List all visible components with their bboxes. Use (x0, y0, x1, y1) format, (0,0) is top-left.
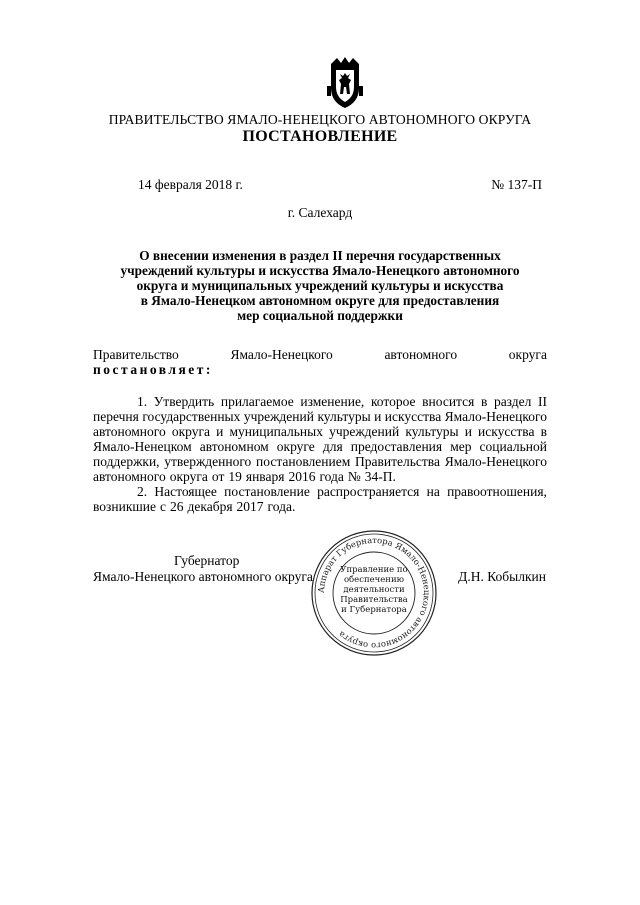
word: 34-П. (364, 469, 396, 484)
word: в (540, 424, 547, 439)
word: перечня (93, 409, 139, 424)
preamble-verb: постановляет: (93, 362, 213, 377)
signatory-title: Губернатор (174, 553, 240, 568)
document-city: г. Салехард (287, 205, 353, 220)
word: которое (370, 394, 416, 409)
paragraph-1 (93, 394, 547, 484)
word: Утвердить (153, 394, 215, 409)
word: вносится (422, 394, 475, 409)
word: автономном (199, 439, 269, 454)
seal-ring-text: Аппарат Губернатора Ямало-Ненецкого автономного округа (315, 534, 433, 652)
document-number: № 137-П (491, 177, 542, 192)
word: постановлением (256, 454, 351, 469)
paragraph-line (93, 469, 547, 484)
word: 26 (170, 499, 184, 514)
word: в (480, 394, 488, 409)
word: 19 (228, 469, 242, 484)
word: Ямало-Ненецкого (444, 409, 547, 424)
paragraph-line (93, 439, 547, 454)
coat-of-arms-emblem (323, 56, 367, 110)
word: округе (276, 439, 315, 454)
word: учреждений (243, 409, 314, 424)
document-title (100, 248, 540, 323)
document-type: ПОСТАНОВЛЕНИЕ (242, 128, 398, 145)
seal-center-text (334, 565, 414, 615)
word: № (347, 469, 361, 484)
word: II (538, 394, 547, 409)
word: предоставления (350, 439, 443, 454)
word: культуры (405, 424, 459, 439)
seal-line: деятельности (343, 585, 405, 595)
paragraph-line (93, 394, 547, 409)
word: Ямало-Ненецком (93, 439, 192, 454)
word: распространяется (317, 484, 420, 499)
word: социальной (479, 439, 547, 454)
word: Ямало-Ненецкого (444, 454, 547, 469)
word: муниципальных (229, 424, 323, 439)
word: округа (169, 469, 208, 484)
paragraph-line (93, 409, 547, 424)
title-line: учреждений культуры и искусства Ямало-Ненецкого автономного (120, 263, 520, 278)
word: культуры (317, 409, 371, 424)
title-line: в Ямало-Ненецком автономном округе для предоставления (140, 293, 500, 308)
government-name: ПРАВИТЕЛЬСТВО ЯМАЛО-НЕНЕЦКОГО АВТОНОМНОГО ОКРУГА (108, 112, 532, 127)
word: с (160, 499, 166, 514)
signatory-name: Д.Н. Кобылкин (458, 569, 546, 584)
word: государственных (142, 409, 241, 424)
word: округа (171, 424, 210, 439)
document-date: 14 февраля 2018 г. (138, 177, 243, 192)
paragraph-2 (93, 484, 547, 514)
title-line: О внесении изменения в раздел II перечня государственных (139, 248, 501, 263)
preamble (93, 347, 547, 377)
preamble-line (93, 347, 547, 362)
word: правоотношения, (447, 484, 547, 499)
word: и (216, 424, 224, 439)
seal-line: и Губернатора (341, 605, 407, 615)
seal-line: обеспечению (343, 575, 405, 585)
word: искусства (384, 409, 442, 424)
word: Настоящее (154, 484, 217, 499)
signatory-organization: Ямало-Ненецкого автономного округа (93, 569, 313, 584)
word: прилагаемое (220, 394, 294, 409)
paragraph-line (93, 454, 547, 469)
preamble-word: округа (508, 347, 547, 362)
word: раздел (493, 394, 532, 409)
word: от (211, 469, 225, 484)
paragraph-line (93, 484, 547, 499)
word: 2. (137, 484, 148, 499)
word: Правительства (355, 454, 440, 469)
preamble-word: автономного (384, 347, 458, 362)
seal-line: Правительства (340, 595, 408, 605)
word: января (245, 469, 285, 484)
word: для (322, 439, 343, 454)
word: утвержденного (164, 454, 252, 469)
seal-line: Управление по (340, 565, 408, 575)
word: 2017 (236, 499, 264, 514)
word: постановление (224, 484, 310, 499)
word: изменение, (300, 394, 365, 409)
word: 2016 (288, 469, 316, 484)
word: возникшие (93, 499, 156, 514)
title-line: округа и муниципальных учреждений культуры и искусства (136, 278, 504, 293)
preamble-word: Правительство (93, 347, 179, 362)
title-line: мер социальной поддержки (237, 308, 403, 323)
word: искусства (478, 424, 535, 439)
word: и (374, 409, 382, 424)
word: на (426, 484, 440, 499)
word: 1. (137, 394, 148, 409)
paragraph-line (93, 424, 547, 439)
word: автономного (93, 469, 166, 484)
word: мер (450, 439, 472, 454)
word: и (464, 424, 472, 439)
word: года (319, 469, 344, 484)
paragraph-line (93, 499, 547, 514)
preamble-word: Ямало-Ненецкого (230, 347, 333, 362)
word: учреждений (329, 424, 400, 439)
word: автономного (93, 424, 166, 439)
word: поддержки, (93, 454, 160, 469)
word: года. (267, 499, 296, 514)
word: декабря (187, 499, 233, 514)
